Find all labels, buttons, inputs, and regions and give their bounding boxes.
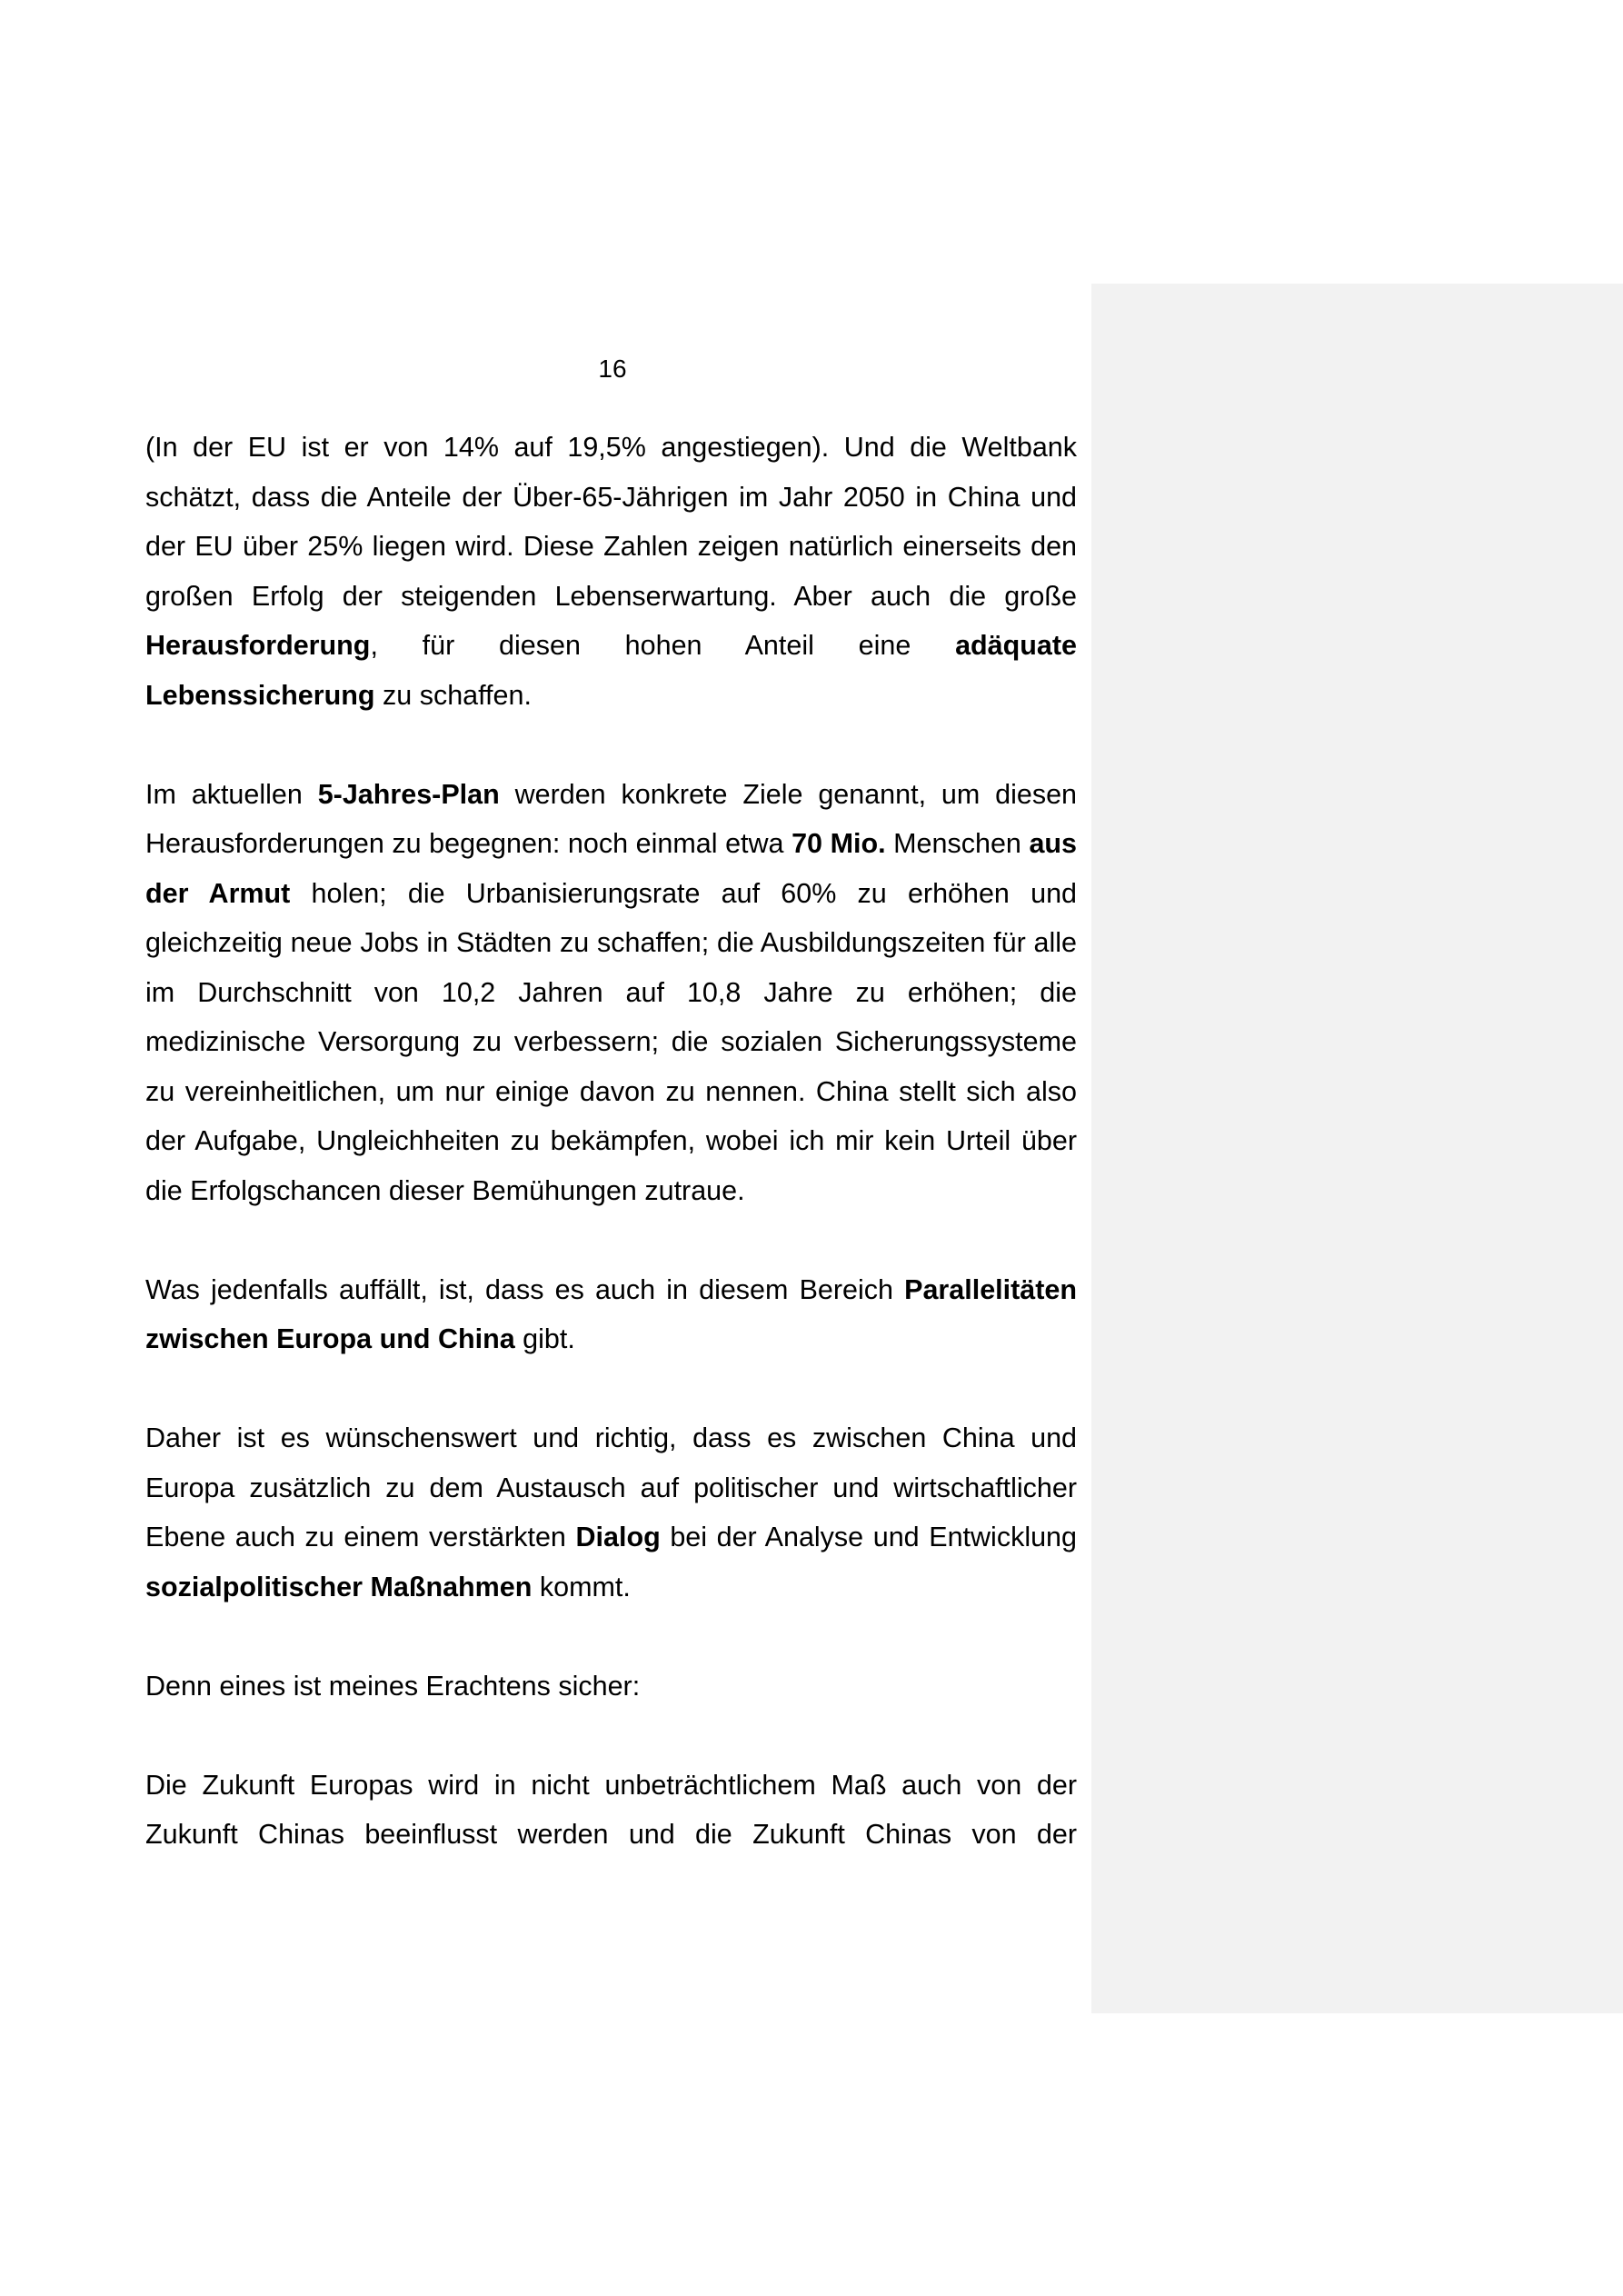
paragraph [145, 1662, 1077, 1712]
paragraph [145, 1413, 1077, 1612]
text-run: Daher ist es wünschenswert und richtig, dass es zwischen China und Europa zusätzlich zu dem Austausch auf politischer und wirtschaftlicher Ebene auch zu einem verstärkten [145, 1423, 1077, 1552]
paragraph [145, 1265, 1077, 1364]
text-run: Menschen [885, 828, 1030, 859]
paragraph [145, 423, 1077, 720]
text-run: Im aktuellen [145, 778, 318, 810]
bold-text-run: aus der Armut [145, 828, 1078, 909]
bold-text-run: 70 Mio. [792, 828, 886, 859]
comment-margin-pane [1091, 284, 1623, 2013]
text-run: Die Zukunft Europas wird in nicht unbeträchtlichem Maß auch von der Zukunft Chinas beeinflusst werden und die Zukunft Chinas von der [145, 1769, 1077, 1850]
bold-text-run: sozialpolitischer Maßnahmen [145, 1571, 533, 1602]
text-run: Was jedenfalls auffällt, ist, dass es auch in diesem Bereich [145, 1273, 905, 1305]
page-number: 16 [598, 354, 627, 383]
bold-text-run: 5-Jahres-Plan [317, 778, 500, 810]
paragraph [145, 1761, 1077, 1860]
text-run: gibt. [514, 1323, 575, 1354]
paragraph [145, 770, 1077, 1216]
document-body [145, 423, 1077, 1860]
text-run: kommt. [532, 1571, 631, 1602]
bold-text-run: Dialog [575, 1522, 661, 1552]
bold-text-run: Herausforderung [145, 630, 371, 661]
text-run: bei der Analyse und Entwicklung [660, 1522, 1077, 1552]
text-run: , für diesen hohen Anteil eine [370, 630, 956, 661]
bold-text-run: Parallelitäten zwischen Europa und China [145, 1273, 1077, 1354]
text-run: werden konkrete Ziele genannt, um diesen Herausforderungen zu begegnen: noch einmal etwa [145, 778, 1078, 859]
text-run: (In der EU ist er von 14% auf 19,5% angestiegen). Und die Weltbank schätzt, dass die Anteile der Über-65-Jährigen im Jahr 2050 in China und der EU über 25% liegen wird. Diese Zahlen zeigen natürlich einerseits den großen Erfolg der steigenden Lebenserwartung. Aber auch die große [145, 432, 1077, 612]
text-run: zu schaffen. [374, 679, 532, 711]
text-run: holen; die Urbanisierungsrate auf 60% zu erhöhen und gleichzeitig neue Jobs in Städten zu schaffen; die Ausbildungszeiten für alle im Durchschnitt von 10,2 Jahren auf 10,8 Jahre zu erhöhen; die medizinische Versorgung zu verbessern; die sozialen Sicherungssysteme zu vereinheitlichen, um nur einige davon zu nennen. China stellt sich also der Aufgabe, Ungleichheiten zu bekämpfen, wobei ich mir kein Urteil über die Erfolgschancen dieser Bemühungen zutraue. [145, 877, 1077, 1206]
bold-text-run: adäquate Lebenssicherung [145, 630, 1077, 711]
text-run: Denn eines ist meines Erachtens sicher: [145, 1670, 641, 1702]
